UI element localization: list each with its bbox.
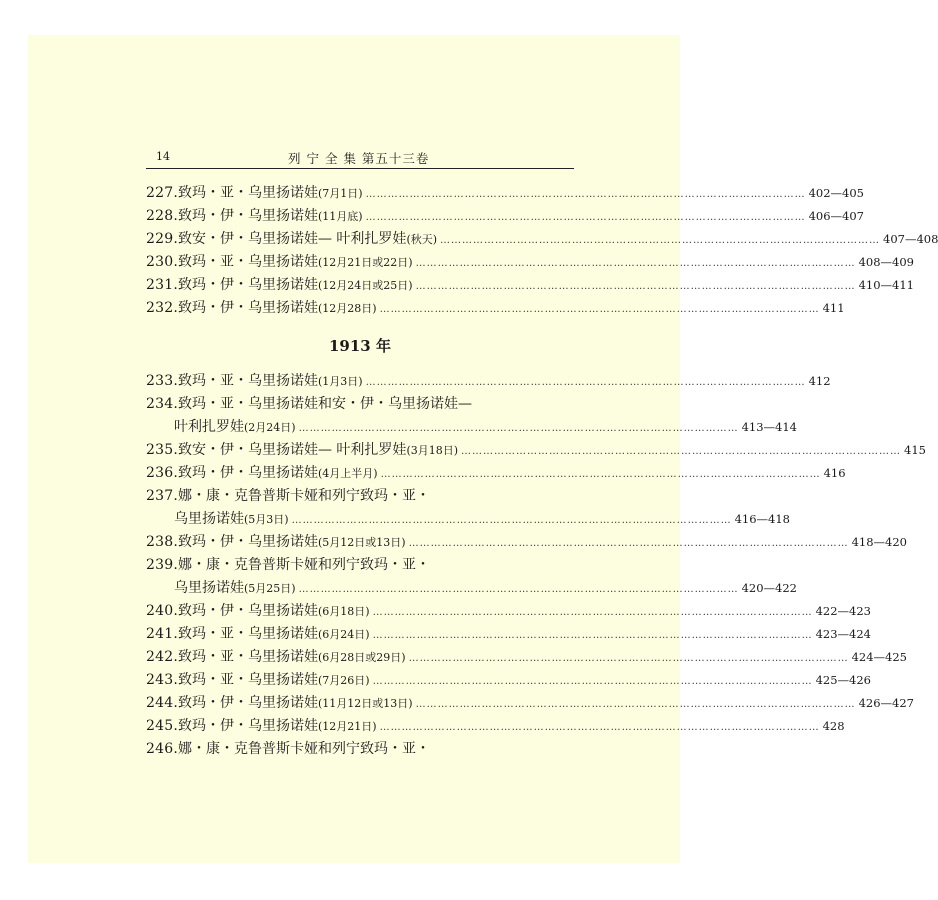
toc-entry[interactable]: 245. 致玛・伊・乌里扬诺娃 (12月21日) ………………………………………………………………………………………………………… 428 [146,718,845,734]
page-range: 424—425 [851,650,907,664]
toc-entry-continuation[interactable]: 乌里扬诺娃 (5月25日) ………………………………………………………………………………………………………… 420—422 [174,580,797,596]
dot-leader: ………………………………………………………………………………………………………… [298,423,739,434]
year-heading: 1913 年 [329,337,391,355]
page-range: 420—422 [741,581,797,595]
toc-entry[interactable]: 235. 致安・伊・乌里扬诺娃— 叶利扎罗娃 (3月18日) ………………………………………………………………………………………………………… 415 [146,442,926,458]
page-range: 411 [822,301,845,315]
dot-leader: ………………………………………………………………………………………………………… [440,235,881,246]
toc-entry[interactable]: 230. 致玛・亚・乌里扬诺娃 (12月21日或22日) ………………………………………………………………………………………………………… 408—409 [146,254,914,270]
toc-entry[interactable]: 241. 致玛・亚・乌里扬诺娃 (6月24日) ………………………………………………………………………………………………………… 423—424 [146,626,871,642]
dot-leader: ………………………………………………………………………………………………………… [365,212,806,223]
page-range: 416—418 [734,512,790,526]
dot-leader: ………………………………………………………………………………………………………… [379,304,820,315]
dot-leader: ………………………………………………………………………………………………………… [365,189,806,200]
page-range: 412 [808,374,831,388]
dot-leader: ………………………………………………………………………………………………………… [461,446,902,457]
toc-entry[interactable]: 242. 致玛・亚・乌里扬诺娃 (6月28日或29日) ………………………………………………………………………………………………………… 424—425 [146,649,907,665]
dot-leader: ………………………………………………………………………………………………………… [291,515,732,526]
page-header [146,146,574,169]
toc-entry[interactable]: 244. 致玛・伊・乌里扬诺娃 (11月12日或13日) ………………………………………………………………………………………………………… 426—427 [146,695,914,711]
toc-entry-continuation[interactable]: 叶利扎罗娃 (2月24日) ………………………………………………………………………………………………………… 413—414 [174,419,797,435]
dot-leader: ………………………………………………………………………………………………………… [380,469,821,480]
page-range: 423—424 [815,627,871,641]
dot-leader: ………………………………………………………………………………………………………… [372,607,813,618]
page-range: 410—411 [858,278,914,292]
toc-entry[interactable]: 227. 致玛・亚・乌里扬诺娃 (7月1日) ………………………………………………………………………………………………………… 402—405 [146,185,864,201]
toc-entry[interactable]: 232. 致玛・伊・乌里扬诺娃 (12月28日) ………………………………………………………………………………………………………… 411 [146,300,845,316]
page-range: 416 [823,466,846,480]
toc-entry[interactable]: 228. 致玛・伊・乌里扬诺娃 (11月底) ………………………………………………………………………………………………………… 406—407 [146,208,864,224]
page-range: 422—423 [815,604,871,618]
toc-entry-continuation[interactable]: 乌里扬诺娃 (5月3日) ………………………………………………………………………………………………………… 416—418 [174,511,790,527]
toc-entry[interactable]: 234. 致玛・亚・乌里扬诺娃和安・伊・乌里扬诺娃— [146,396,472,412]
dot-leader: ………………………………………………………………………………………………………… [415,281,856,292]
page-range: 406—407 [808,209,864,223]
page-range: 407—408 [883,232,938,246]
toc-entry[interactable]: 243. 致玛・亚・乌里扬诺娃 (7月26日) ………………………………………………………………………………………………………… 425—426 [146,672,871,688]
dot-leader: ………………………………………………………………………………………………………… [408,653,849,664]
running-title: 列 宁 全 集 第五十三卷 [288,151,430,166]
page-range: 418—420 [851,535,907,549]
page-range: 425—426 [815,673,871,687]
dot-leader: ………………………………………………………………………………………………………… [415,258,856,269]
dot-leader: ………………………………………………………………………………………………………… [365,377,806,388]
page-range: 413—414 [741,420,797,434]
dot-leader: ………………………………………………………………………………………………………… [372,630,813,641]
toc-entry[interactable]: 239. 娜・康・克鲁普斯卡娅和列宁致玛・亚・ [146,557,430,573]
toc-entry[interactable]: 231. 致玛・伊・乌里扬诺娃 (12月24日或25日) ………………………………………………………………………………………………………… 410—411 [146,277,914,293]
page-range: 408—409 [858,255,914,269]
table-of-contents [146,182,938,761]
toc-entry[interactable]: 237. 娜・康・克鲁普斯卡娅和列宁致玛・亚・ [146,488,430,504]
dot-leader: ………………………………………………………………………………………………………… [372,676,813,687]
page-number: 14 [156,150,170,163]
dot-leader: ………………………………………………………………………………………………………… [379,722,820,733]
toc-entry[interactable]: 229. 致安・伊・乌里扬诺娃— 叶利扎罗娃 (秋天) ………………………………………………………………………………………………………… 407—408 [146,231,938,247]
dot-leader: ………………………………………………………………………………………………………… [415,699,856,710]
toc-entry[interactable]: 236. 致玛・伊・乌里扬诺娃 (4月上半月) ………………………………………………………………………………………………………… 416 [146,465,846,481]
toc-entry[interactable]: 246. 娜・康・克鲁普斯卡娅和列宁致玛・亚・ [146,741,430,757]
toc-entry[interactable]: 238. 致玛・伊・乌里扬诺娃 (5月12日或13日) ………………………………………………………………………………………………………… 418—420 [146,534,907,550]
page-range: 428 [822,719,845,733]
dot-leader: ………………………………………………………………………………………………………… [298,584,739,595]
page-range: 415 [904,443,926,457]
toc-entry[interactable]: 240. 致玛・伊・乌里扬诺娃 (6月18日) ………………………………………………………………………………………………………… 422—423 [146,603,871,619]
page-range: 402—405 [808,186,864,200]
toc-entry[interactable]: 233. 致玛・亚・乌里扬诺娃 (1月3日) ………………………………………………………………………………………………………… 412 [146,373,831,389]
page-range: 426—427 [858,696,914,710]
dot-leader: ………………………………………………………………………………………………………… [408,538,849,549]
